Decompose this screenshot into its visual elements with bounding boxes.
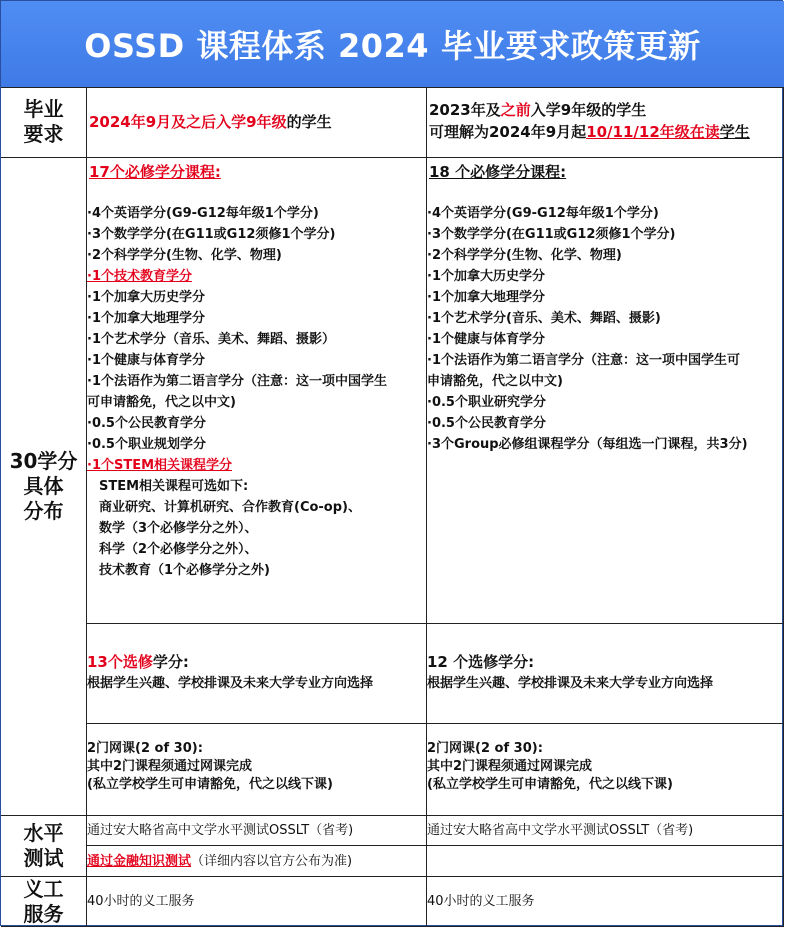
page-title: OSSD 课程体系 2024 毕业要求政策更新 — [1, 1, 784, 88]
list-item: ·2个科学学分(生物、化学、物理) — [87, 248, 282, 263]
list-item: ·1个艺术学分(音乐、美术、舞蹈、摄影) — [427, 311, 661, 326]
list-item: ·0.5个公民教育学分 — [427, 416, 546, 431]
list-item: ·1个加拿大历史学分 — [87, 290, 205, 305]
volunteer-left — [87, 877, 427, 927]
list-item: ·0.5个职业研究学分 — [427, 395, 546, 410]
list-item: ·0.5个公民教育学分 — [87, 416, 206, 431]
grad-req-right-text-4: 学生 — [719, 123, 750, 141]
compulsory-left — [87, 158, 427, 624]
requirements-table — [1, 87, 784, 927]
literacy-finance-right-empty — [427, 846, 784, 877]
list-item: ·1个STEM相关课程学分 — [87, 458, 233, 473]
grad-req-right-text-3: 可理解为2024年9月起 — [429, 123, 587, 141]
online-left-line: (私立学校学生可申请豁免，代之以线下课) — [87, 777, 333, 792]
grad-req-right — [427, 87, 784, 158]
label-credits: 30学分 具体 分布 — [1, 158, 87, 816]
literacy-finance-left — [87, 846, 427, 877]
list-item: ·1个加拿大地理学分 — [87, 311, 205, 326]
label-literacy: 水平 测试 — [1, 816, 87, 877]
stem-note: 数学（3个必修学分之外）、 — [99, 521, 258, 536]
online-right — [427, 724, 784, 816]
online-left-line: 2门网课(2 of 30): — [87, 741, 203, 756]
list-item: ·3个Group必修组课程学分（每组选一门课程，共3分) — [427, 437, 748, 452]
grad-req-right-highlight-1: 之前 — [500, 101, 531, 119]
list-item: ·1个加拿大地理学分 — [427, 290, 545, 305]
list-item: ·4个英语学分(G9-G12每年级1个学分) — [427, 206, 659, 221]
list-item: ·2个科学学分(生物、化学、物理) — [427, 248, 622, 263]
online-left — [87, 724, 427, 816]
online-right-line: 2门网课(2 of 30): — [427, 741, 543, 756]
literacy-osslt-right-text: 通过安大略省高中文学水平测试OSSLT（省考) — [427, 823, 694, 838]
list-item: ·1个健康与体育学分 — [427, 332, 545, 347]
grad-req-left — [87, 87, 427, 158]
stem-note: 技术教育（1个必修学分之外) — [99, 563, 270, 578]
stem-note: STEM相关课程可选如下: — [99, 479, 249, 494]
volunteer-left-text: 40小时的义工服务 — [87, 894, 195, 909]
grad-req-right-text-2: 入学9年级的学生 — [530, 101, 647, 119]
list-item: ·1个艺术学分（音乐、美术、舞蹈、摄影） — [87, 332, 335, 347]
list-item: ·3个数学学分(在G11或G12须修1个学分) — [427, 227, 676, 242]
label-grad-req: 毕业 要求 — [1, 87, 87, 158]
electives-right — [427, 624, 784, 724]
literacy-osslt-left-text: 通过安大略省高中文学水平测试OSSLT（省考) — [87, 823, 354, 838]
electives-right-desc: 根据学生兴趣、学校排课及未来大学专业方向选择 — [427, 676, 714, 691]
compulsory-left-heading: 17个必修学分课程: — [89, 163, 221, 181]
literacy-osslt-left — [87, 816, 427, 846]
finance-test-highlight: 通过金融知识测试 — [87, 854, 192, 869]
list-item: ·1个法语作为第二语言学分（注意：这一项中国学生 — [87, 374, 387, 389]
electives-left-desc: 根据学生兴趣、学校排课及未来大学专业方向选择 — [87, 676, 374, 691]
compulsory-right-heading: 18 个必修学分课程: — [429, 163, 567, 181]
list-item: ·1个健康与体育学分 — [87, 353, 205, 368]
label-volunteer: 义工 服务 — [1, 877, 87, 927]
online-right-line: (私立学校学生可申请豁免，代之以线下课) — [427, 777, 673, 792]
list-item: ·1个法语作为第二语言学分（注意：这一项中国学生可 — [427, 353, 740, 368]
list-item: ·1个技术教育学分 — [87, 269, 192, 284]
grad-req-right-text-1: 2023年及 — [429, 101, 501, 119]
list-item: ·4个英语学分(G9-G12每年级1个学分) — [87, 206, 319, 221]
electives-right-heading: 12 个选修学分: — [427, 653, 535, 671]
online-left-line: 其中2门课程须通过网课完成 — [87, 759, 253, 774]
electives-left — [87, 624, 427, 724]
finance-test-note: （详细内容以官方公布为准) — [191, 854, 353, 869]
volunteer-right-text: 40小时的义工服务 — [427, 894, 535, 909]
list-item: 申请豁免，代之以中文) — [427, 374, 563, 389]
list-item: ·3个数学学分(在G11或G12须修1个学分) — [87, 227, 336, 242]
grad-req-left-highlight: 2024年9月及之后入学9年级 — [89, 112, 287, 131]
stem-note: 商业研究、计算机研究、合作教育(Co-op)、 — [99, 500, 361, 515]
list-item: ·1个加拿大历史学分 — [427, 269, 545, 284]
electives-left-highlight: 13个选修 — [87, 653, 153, 671]
literacy-osslt-right — [427, 816, 784, 846]
list-item: 可申请豁免，代之以中文) — [87, 395, 236, 410]
grad-req-right-highlight-2: 10/11/12年级在读 — [586, 123, 720, 141]
online-right-line: 其中2门课程须通过网课完成 — [427, 759, 593, 774]
stem-note: 科学（2个必修学分之外）、 — [99, 542, 258, 557]
grad-req-left-rest: 的学生 — [286, 112, 332, 131]
list-item: ·0.5个职业规划学分 — [87, 437, 206, 452]
electives-left-rest: 学分: — [152, 653, 189, 671]
volunteer-right — [427, 877, 784, 927]
compulsory-right — [427, 158, 784, 624]
